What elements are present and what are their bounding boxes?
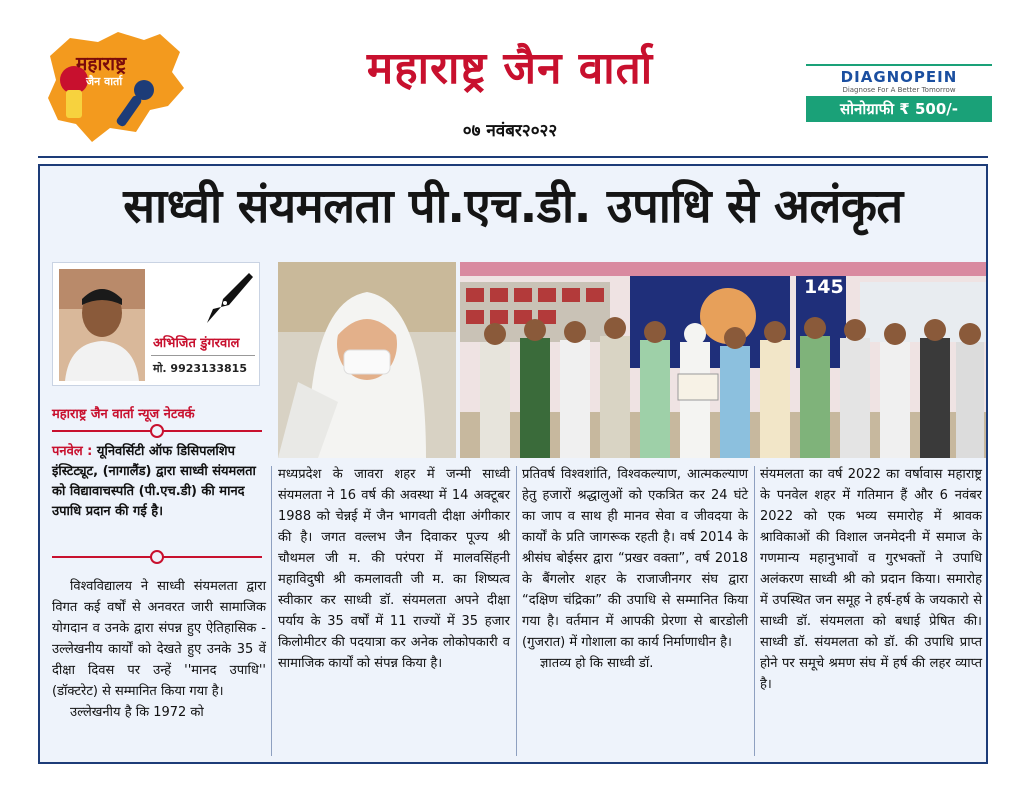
ad-divider: [806, 64, 992, 66]
lead-paragraph: [52, 442, 264, 522]
publication-logo: [40, 28, 190, 146]
logo-subtitle: जैन वार्ता: [86, 75, 123, 88]
sadhvi-portrait-photo[interactable]: [278, 262, 456, 458]
ceremony-photo[interactable]: [460, 262, 986, 458]
pen-nib-icon: [203, 271, 255, 325]
paragraph: संयमलता का वर्ष 2022 का वर्षावास महाराष्ट्र के पनवेल शहर में गतिमान हैं और 6 नवंबर 2022 को एक भव्य समारोह में श्रावक श्राविकाओं की विशाल जनमेदनी में समाज के गणमान्य महानुभावों व गुरभक्तों ने उपाधि अलंकरण साध्वी श्री को प्रदान किया। समारोह में उपस्थित जन समूह ने हर्ष-हर्ष के जयकारो से साध्वी डॉ. संयमलता को बधाई प्रेषित की। साध्वी डॉ. संयमलता को डॉ. की उपाधि प्राप्त होने पर समूचे श्रमण संघ में हर्ष की लहर व्याप्त है।: [760, 467, 982, 692]
masthead-title: महाराष्ट्र जैन वार्ता: [366, 43, 654, 94]
advertisement[interactable]: [806, 60, 992, 124]
divider-knot-icon: [150, 550, 164, 564]
article-headline: साध्वी संयमलता पी.एच.डी. उपाधि से अलंकृत: [123, 179, 903, 234]
paragraph: प्रतिवर्ष विश्वशांति, विश्वकल्याण, आत्मकल्याण हेतु हजारों श्रद्धालुओं को एकत्रित कर 24 घंटे का जाप व साथ ही मानव सेवा व जीवदया के कार्यों के प्रति जागरूक रहती है। वर्ष 2014 के श्रीसंघ बोईसर द्वारा “प्रखर वक्ता”, वर्ष 2018 के बैंगलोर शहर के राजाजीनगर संघ द्वारा “दक्षिण चंद्रिका” की उपाधि से सम्मानित किया गया है। वर्तमान में आपकी प्रेरणा से बारडोली (गुजरात) में गोशाला का कार्य निर्माणाधीन है।: [522, 467, 748, 650]
ad-tagline: Diagnose For A Better Tomorrow: [842, 86, 956, 94]
reporter-mobile: मो. 9923133815: [153, 362, 247, 375]
news-network-label: महाराष्ट्र जैन वार्ता न्यूज नेटवर्क: [52, 407, 195, 422]
ad-brand: DIAGNOPEIN: [840, 68, 958, 86]
reporter-photo: [59, 269, 145, 381]
article-column-1: [52, 576, 266, 723]
paragraph: विश्वविद्यालय ने साध्वी संयमलता द्वारा विगत कई वर्षों से अनवरत जारी सामाजिक योगदान व उनके द्वारा संपन्न हुए ऐतिहासिक - उल्लेखनीय कार्यों को देखते हुए उनके 35 वें दीक्षा दिवस पर उन्हें ''मानद उपाधि'' (डॉक्टरेट) से सम्मानित किया गया है।: [52, 579, 266, 699]
reporter-card: [52, 262, 260, 386]
article-column-2: [278, 464, 510, 674]
column-divider: [516, 466, 517, 756]
column-divider: [271, 466, 272, 756]
ad-offer: सोनोग्राफी ₹ 500/-: [806, 96, 992, 122]
lead-text: यूनिवर्सिटी ऑफ डिसिपलशिप इंस्टिट्यूट, (नागालैंड) द्वारा साध्वी संयमलता को विद्यावाचस्पति (पी.एच.डी) की मानद उपाधि प्रदान की गई है।: [52, 444, 256, 519]
issue-date: ०७ नवंबर२०२२: [462, 121, 558, 141]
divider-knot-icon: [150, 424, 164, 438]
paragraph: उल्लेखनीय है कि 1972 को: [70, 705, 204, 720]
article-column-4: [760, 464, 982, 695]
reporter-name: अभिजित डुंगरवाल: [153, 336, 240, 351]
reporter-divider: [151, 355, 255, 356]
banner-number: 145: [804, 276, 844, 298]
article-column-3: [522, 464, 748, 674]
paragraph: ज्ञातव्य हो कि साध्वी डॉ.: [540, 656, 654, 671]
dateline: पनवेल :: [52, 444, 93, 459]
paragraph: मध्यप्रदेश के जावरा शहर में जन्मी साध्वी संयमलता ने 16 वर्ष की अवस्था में 14 अक्टूबर 1988 को चेन्नई में जैन भागवती दीक्षा अंगीकार की है। जगत वल्लभ जैन दिवाकर पूज्य श्री चौथमल जी म. की परंपरा में मालवसिंहनी महाविदुषी श्री कमलावती जी म. का शिष्यत्व स्वीकार कर साध्वी डॉ. संयमलता अपने दीक्षा पर्याय के 35 वर्षों में 11 राज्यों में 35 हजार किलोमीटर की पदयात्रा कर अनेक लोकोपकारी व सामाजिक कार्यों को संपन्न किया है।: [278, 467, 510, 671]
logo-title: महाराष्ट्र: [76, 53, 127, 75]
masthead-divider: [38, 156, 988, 158]
column-divider: [754, 466, 755, 756]
